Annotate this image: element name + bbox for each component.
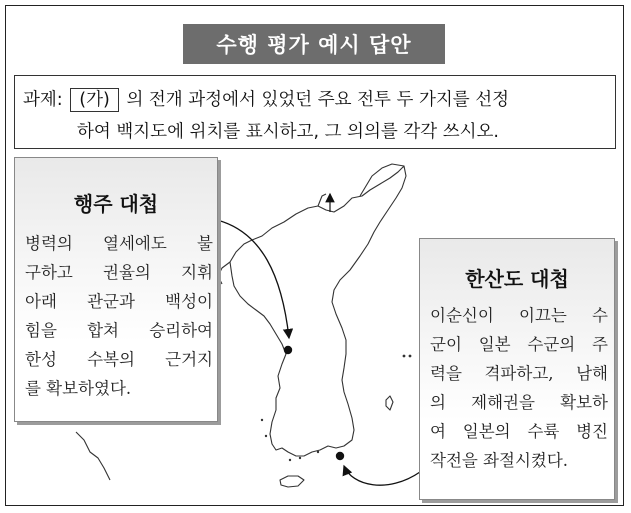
haengju-card [14, 157, 218, 422]
haengju-line: 아래 관군과 백성이 [25, 292, 213, 311]
haengju-marker [284, 346, 292, 354]
amnok-line [218, 262, 230, 284]
task-blank: (가) [70, 88, 119, 112]
haengju-line: 구하고 권율의 지휘 [25, 263, 213, 282]
jeju-island [280, 476, 304, 487]
task-line1-text: 의 전개 과정에서 있었던 주요 전투 두 가지를 선정 [126, 90, 510, 110]
task-line-1 [23, 86, 509, 112]
tsushima-island [386, 396, 393, 410]
task-box [14, 75, 616, 149]
haengju-body [25, 229, 213, 403]
task-prefix: 과제: [23, 90, 63, 110]
peninsula-coastline [230, 166, 406, 456]
hansando-line: 군이 일본 수군의 주 [430, 335, 608, 354]
haengju-line: 한성 수복의 근거지 [25, 350, 213, 369]
task-line-2: 하여 백지도에 위치를 표시하고, 그 의의를 각각 쓰시오. [77, 122, 499, 142]
page-title: 수행 평가 예시 답안 [183, 24, 445, 64]
haengju-arrow [217, 220, 289, 338]
hansando-line: 의 제해권을 확보하 [430, 393, 608, 412]
hansando-line: 작전을 좌절시켰다. [430, 451, 569, 470]
haengju-title: 행주 대첩 [73, 192, 159, 216]
haengju-line: 힘을 합쳐 승리하여 [25, 321, 213, 340]
haengju-line: 병력의 열세에도 불 [25, 234, 213, 253]
china-coast [76, 432, 110, 480]
hansando-line: 여 일본의 수륙 병진 [430, 422, 608, 441]
north-inland-line [360, 164, 404, 196]
hansando-title: 한산도 대첩 [465, 267, 569, 291]
hansando-arrow [344, 466, 420, 485]
haengju-line: 를 확보하였다. [25, 379, 132, 398]
hansando-line: 이순신이 이끄는 수 [430, 306, 608, 325]
hansando-line: 력을 격파하고, 남해 [430, 364, 608, 383]
hansando-body [430, 301, 608, 475]
north-border-line [318, 194, 326, 206]
hansando-card [419, 238, 615, 500]
hansando-marker [336, 452, 344, 460]
